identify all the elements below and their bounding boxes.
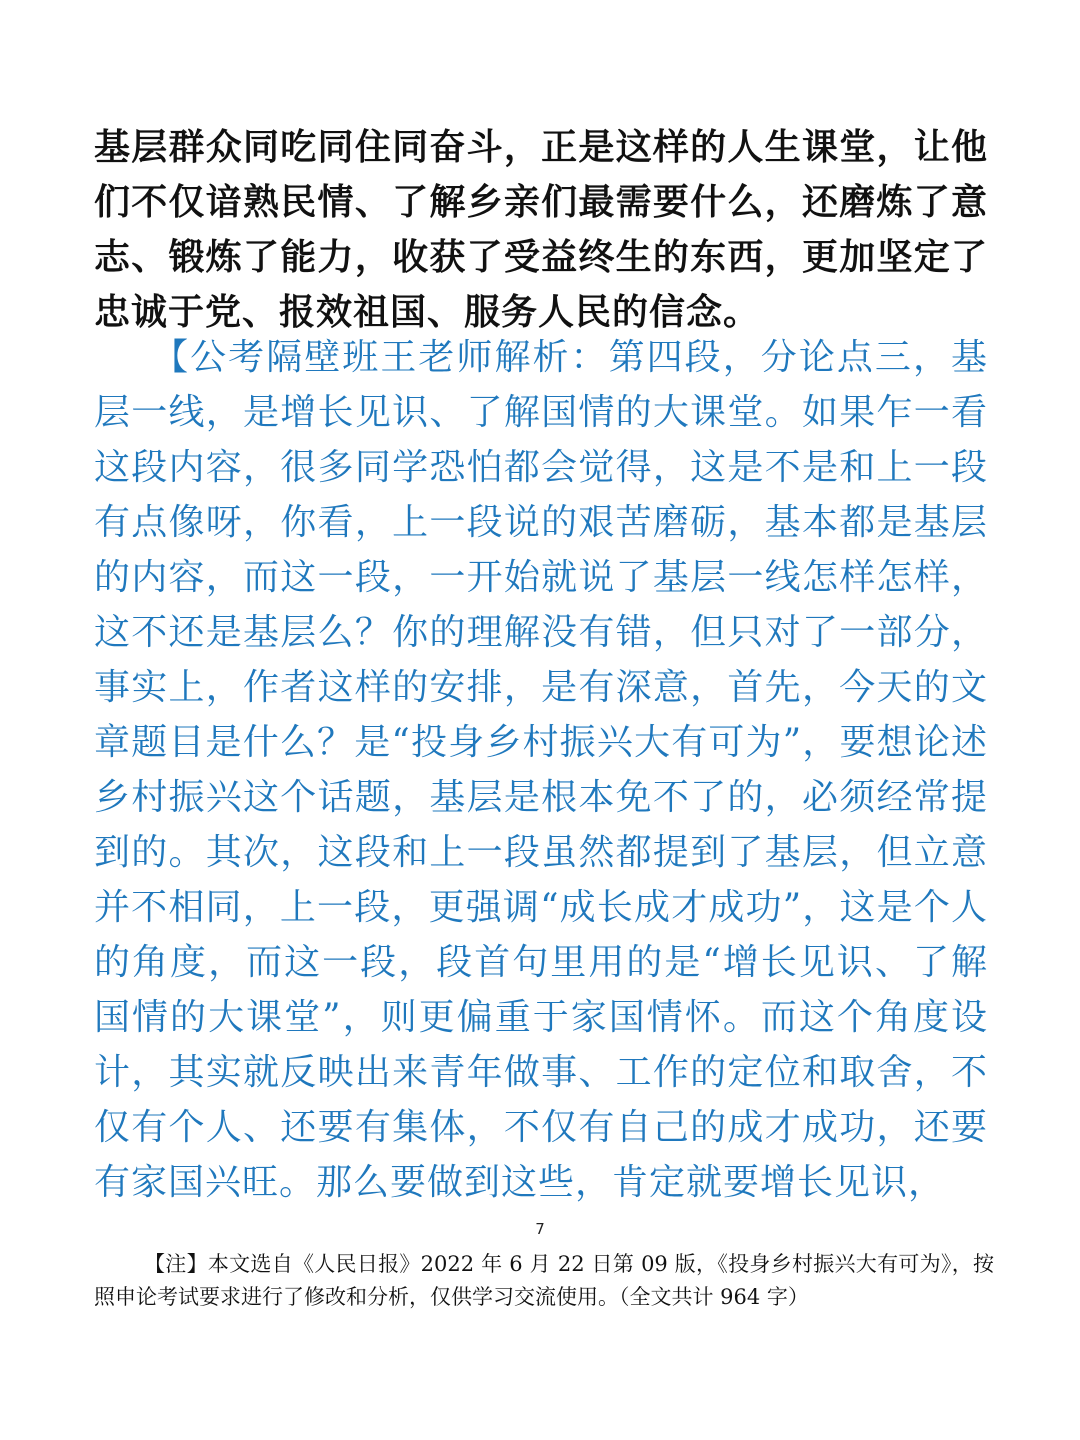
analysis-paragraph: 【公考隔壁班王老师解析：第四段，分论点三，基层一线，是增长见识、了解国情的大课堂。如果乍一看这段内容，很多同学恐怕都会觉得，这是不是和上一段有点像呀，你看，上一段说的艰苦磨砺，基本都是基层的内容，而这一段，一开始就说了基层一线怎样怎样，这不还是基层么？你的理解没有错，但只对了一部分，事实上，作者这样的安排，是有深意，首先，今天的文章题目是什么？是“投身乡村振兴大有可为”，要想论述乡村振兴这个话题，基层是根本免不了的，必须经常提到的。其次，这段和上一段虽然都提到了基层，但立意并不相同，上一段，更强调“成长成才成功”，这是个人的角度，而这一段，段首句里用的是“增长见识、了解国情的大课堂”，则更偏重于家国情怀。而这个角度设计，其实就反映出来青年做事、工作的定位和取舍，不仅有个人、还要有集体，不仅有自己的成才成功，还要有家国兴旺。那么要做到这些，肯定就要增长见识，: [94, 337, 988, 1203]
footnote: 【注】本文选自《人民日报》2022 年 6 月 22 日第 09 版，《投身乡村振兴大有可为》，按照申论考试要求进行了修改和分析，仅供学习交流使用。（全文共计 964 字）: [94, 1252, 994, 1309]
body-paragraph: 基层群众同吃同住同奋斗，正是这样的人生课堂，让他们不仅谙熟民情、了解乡亲们最需要什么，还磨炼了意志、锻炼了能力，收获了受益终生的东西，更加坚定了忠诚于党、报效祖国、服务人民的信念。: [94, 126, 988, 333]
page-number: 7: [535, 1220, 545, 1238]
